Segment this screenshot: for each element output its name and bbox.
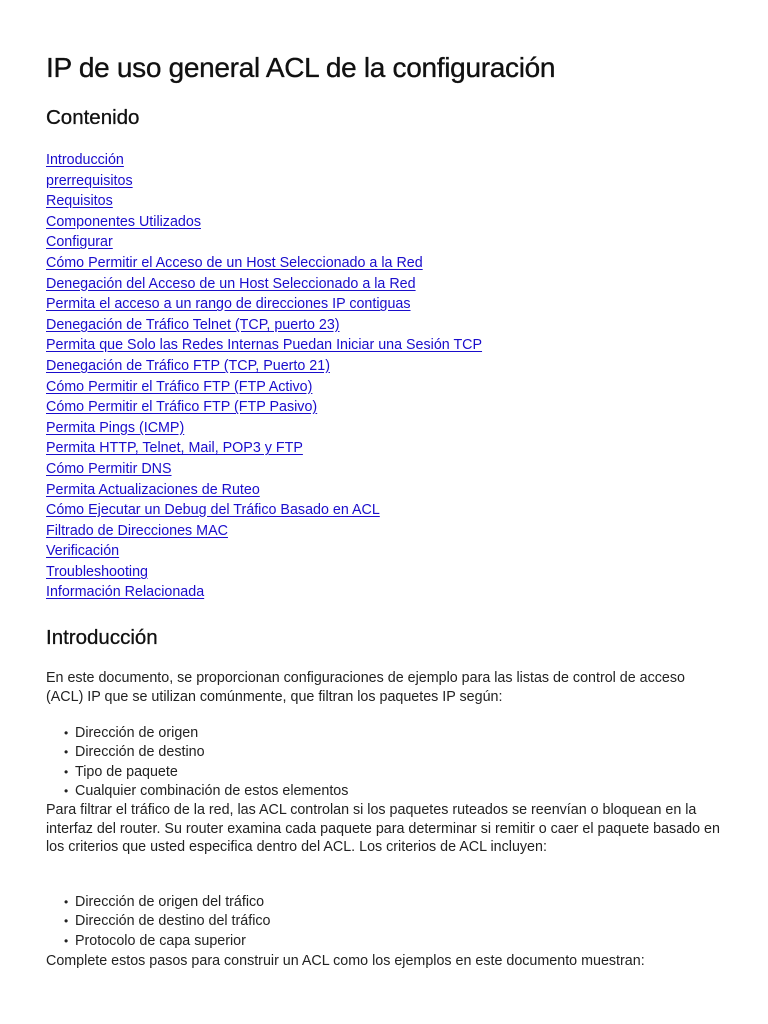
list-item (64, 743, 348, 762)
list-item (64, 912, 271, 931)
toc-link-informacion[interactable]: Información Relacionada (46, 584, 205, 601)
bullet-icon: • (64, 933, 69, 948)
toc-item (46, 438, 482, 459)
criteria-list (64, 724, 348, 802)
toc-link-sesion-tcp[interactable]: Permita que Solo las Redes Internas Puedan Iniciar una Sesión TCP (46, 337, 483, 354)
bullet-icon: • (64, 914, 69, 929)
toc-item (46, 171, 482, 192)
toc-link-configurar[interactable]: Configurar (46, 234, 113, 251)
intro-paragraph-2: Para filtrar el tráfico de la red, las ACL controlan si los paquetes ruteados se reenvían o bloquean en la interfaz del router. Su router examina cada paquete para determinar si remitir o caer el paquete basado en los criterios que usted especifica dentro del ACL. Los criterios de ACL incluyen: (46, 802, 720, 856)
intro-paragraph-3: Complete estos pasos para construir un ACL como los ejemplos en este documento muestran: (46, 953, 645, 969)
toc-item (46, 397, 482, 418)
toc-link-permitir-host[interactable]: Cómo Permitir el Acceso de un Host Seleccionado a la Red (46, 254, 423, 271)
list-item-text: Dirección de destino (75, 744, 205, 761)
document-title: IP de uso general ACL de la configuración (46, 52, 556, 83)
toc-link-ftp-activo[interactable]: Cómo Permitir el Tráfico FTP (FTP Activo) (46, 378, 313, 395)
toc-link-troubleshooting[interactable]: Troubleshooting (46, 563, 148, 580)
toc-item (46, 315, 482, 336)
toc-item (46, 521, 482, 542)
bullet-icon: • (64, 745, 69, 760)
toc-link-mac[interactable]: Filtrado de Direcciones MAC (46, 522, 228, 539)
list-item (64, 932, 271, 951)
toc-item (46, 562, 482, 583)
section-heading-introduccion: Introducción (46, 626, 158, 649)
list-item (64, 782, 348, 801)
toc-link-rango-ip[interactable]: Permita el acceso a un rango de direcciones IP contiguas (46, 296, 411, 313)
toc-item (46, 418, 482, 439)
toc-item (46, 459, 482, 480)
list-item-text: Cualquier combinación de estos elementos (75, 783, 349, 800)
toc-item (46, 335, 482, 356)
bullet-icon: • (64, 764, 69, 779)
toc-item (46, 500, 482, 521)
toc-item (46, 232, 482, 253)
list-item-text: Dirección de destino del tráfico (75, 913, 271, 930)
toc-link-verificacion[interactable]: Verificación (46, 543, 120, 560)
list-item-text: Dirección de origen del tráfico (75, 894, 265, 910)
toc-item (46, 191, 482, 212)
toc-item (46, 274, 482, 295)
bullet-icon: • (64, 726, 69, 740)
toc-item (46, 253, 482, 274)
acl-criteria-list (64, 893, 271, 951)
toc-item (46, 356, 482, 377)
table-of-contents (46, 150, 482, 603)
toc-link-dns[interactable]: Cómo Permitir DNS (46, 460, 172, 477)
toc-item (46, 480, 482, 501)
list-item (64, 724, 348, 743)
toc-link-pings[interactable]: Permita Pings (ICMP) (46, 419, 185, 436)
list-item (64, 893, 271, 912)
toc-item (46, 541, 482, 562)
list-item (64, 763, 348, 782)
bullet-icon: • (64, 895, 69, 909)
list-item-text: Dirección de origen (75, 725, 199, 741)
toc-link-debug[interactable]: Cómo Ejecutar un Debug del Tráfico Basado en ACL (46, 502, 380, 519)
toc-heading: Contenido (46, 106, 140, 129)
toc-link-ftp-pasivo[interactable]: Cómo Permitir el Tráfico FTP (FTP Pasivo) (46, 399, 318, 416)
toc-link-prerrequisitos[interactable]: prerrequisitos (46, 172, 133, 189)
toc-link-http-telnet[interactable]: Permita HTTP, Telnet, Mail, POP3 y FTP (46, 440, 303, 457)
toc-item (46, 582, 482, 603)
bullet-icon: • (64, 784, 69, 799)
toc-item (46, 150, 482, 171)
toc-item (46, 294, 482, 315)
toc-link-telnet[interactable]: Denegación de Tráfico Telnet (TCP, puerto 23) (46, 316, 340, 333)
toc-item (46, 212, 482, 233)
toc-item (46, 377, 482, 398)
intro-paragraph-1: En este documento, se proporcionan configuraciones de ejemplo para las listas de control de acceso (ACL) IP que se utilizan comúnmente, que filtran los paquetes IP según: (46, 670, 685, 705)
list-item-text: Tipo de paquete (75, 763, 178, 780)
toc-link-denegar-host[interactable]: Denegación del Acceso de un Host Seleccionado a la Red (46, 275, 416, 292)
toc-link-componentes[interactable]: Componentes Utilizados (46, 213, 201, 230)
toc-link-introduccion[interactable]: Introducción (46, 152, 124, 168)
toc-link-ruteo[interactable]: Permita Actualizaciones de Ruteo (46, 481, 260, 498)
list-item-text: Protocolo de capa superior (75, 932, 246, 949)
toc-link-requisitos[interactable]: Requisitos (46, 193, 113, 210)
toc-link-denegar-ftp[interactable]: Denegación de Tráfico FTP (TCP, Puerto 21) (46, 357, 330, 374)
